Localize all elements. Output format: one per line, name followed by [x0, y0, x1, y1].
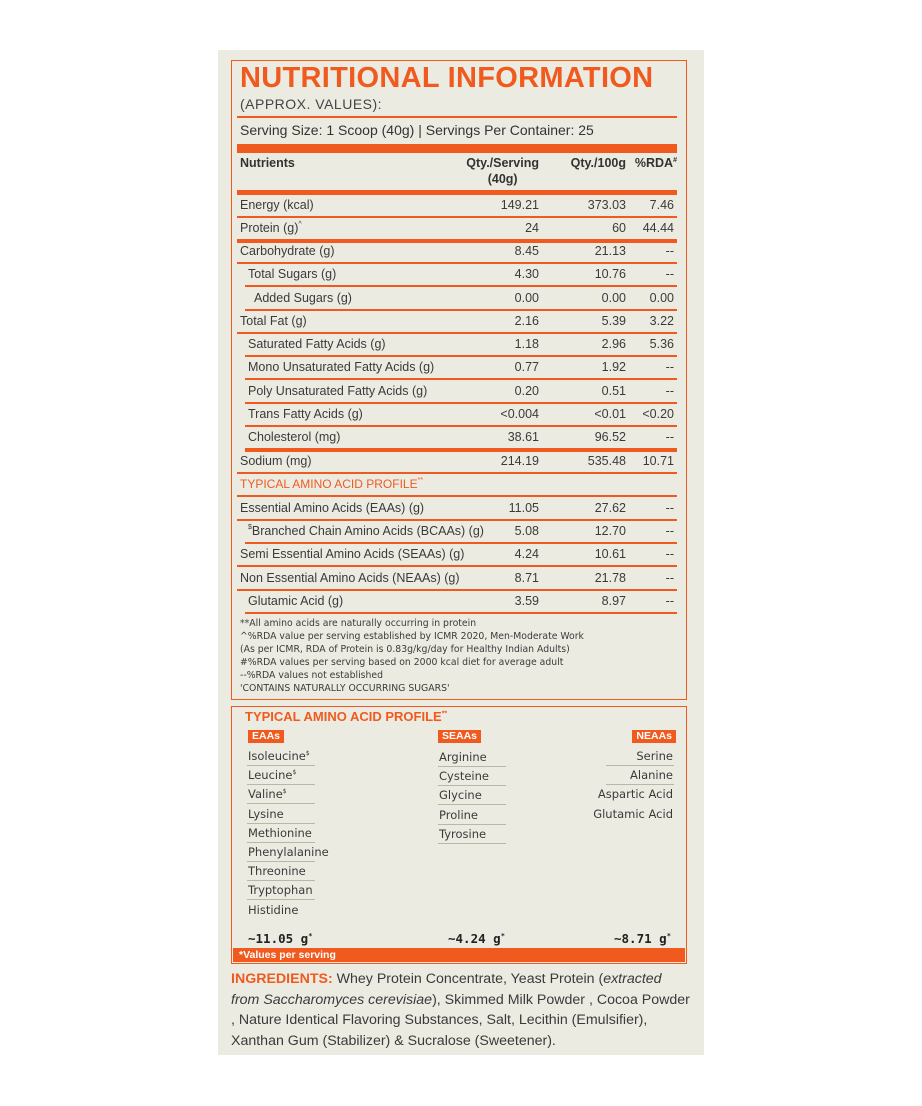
rda-value: 44.44	[642, 221, 674, 235]
nutrient-name: Protein (g)^	[240, 221, 302, 235]
footnote: 'CONTAINS NATURALLY OCCURRING SUGARS'	[240, 683, 450, 694]
rda-value: 3.22	[649, 314, 674, 328]
rda-value: --	[665, 524, 674, 538]
per-serving-value: 0.77	[514, 360, 539, 374]
per-100g-value: 60	[612, 221, 626, 235]
list-divider	[247, 842, 315, 843]
list-divider	[606, 765, 674, 766]
seaa-item: Glycine	[439, 788, 482, 803]
seaa-item: Arginine	[439, 750, 487, 764]
table-row	[237, 310, 677, 333]
rda-value: --	[665, 430, 674, 444]
nutrient-name: Added Sugars (g)	[254, 291, 352, 305]
seaas-tag: SEAAs	[438, 730, 481, 743]
ingredients-italic: extracted from Saccharomyces cerevisiae	[231, 971, 662, 1008]
per-serving-value: 149.21	[500, 198, 539, 212]
ingredients-text: Whey Protein Concentrate, Yeast Protein (	[332, 971, 604, 987]
per-100g-value: 5.39	[601, 314, 626, 328]
list-divider	[247, 880, 315, 881]
amino-profile-title: TYPICAL AMINO ACID PROFILE**	[245, 709, 448, 724]
list-divider	[438, 785, 506, 786]
seaa-item: Tyrosine	[439, 826, 487, 841]
neaa-item: Alanine	[630, 768, 673, 783]
per-serving-value: <0.004	[500, 407, 539, 421]
list-divider	[438, 804, 506, 805]
per-serving-value: 8.45	[514, 244, 539, 258]
table-row	[237, 497, 677, 520]
serving-info: Serving Size: 1 Scoop (40g) | Servings Per Container: 25	[240, 122, 594, 138]
neaa-item: Aspartic Acid	[597, 787, 673, 802]
per-serving-value: 4.24	[514, 547, 539, 561]
per-100g-value: 8.97	[601, 594, 626, 608]
list-divider	[247, 765, 315, 766]
list-divider	[247, 899, 315, 900]
divider-thick	[237, 144, 677, 153]
per-serving-value: 3.59	[514, 594, 539, 608]
header-per-100g: Qty./100g	[570, 156, 626, 170]
row-divider	[245, 612, 677, 614]
nutrient-name: Cholesterol (mg)	[248, 430, 341, 444]
per-100g-value: 21.13	[594, 244, 626, 258]
eaa-item: Leucine$	[248, 768, 297, 783]
footnote: (As per ICMR, RDA of Protein is 0.83g/kg/day for Healthy Indian Adults)	[240, 644, 570, 655]
rda-value: --	[665, 571, 674, 585]
header-rda: %RDA#	[634, 156, 677, 170]
per-100g-value: 10.76	[594, 267, 626, 281]
neaa-item: Glutamic Acid	[593, 806, 673, 821]
amino-name: Essential Amino Acids (EAAs) (g)	[240, 501, 425, 515]
eaa-item: Histidine	[248, 902, 299, 917]
rda-value: 5.36	[649, 337, 674, 351]
nutrient-name: Energy (kcal)	[240, 198, 314, 212]
rda-value: --	[665, 594, 674, 608]
table-row	[237, 520, 677, 543]
per-serving-value: 214.19	[500, 454, 539, 468]
eaa-item: Threonine	[248, 864, 306, 879]
page-title: NUTRITIONAL INFORMATION	[240, 62, 654, 94]
per-serving-value: 11.05	[508, 501, 539, 515]
per-100g-value: <0.01	[594, 407, 626, 421]
rda-value: 0.00	[649, 291, 674, 305]
per-serving-value: 38.61	[507, 430, 539, 444]
table-row	[237, 333, 677, 356]
table-row	[237, 543, 677, 566]
per-100g-value: 27.62	[594, 501, 626, 515]
divider	[237, 116, 677, 118]
neaas-total: ~8.71 g*	[614, 931, 671, 946]
nutrient-name: Trans Fatty Acids (g)	[248, 407, 363, 421]
seaas-total: ~4.24 g*	[448, 931, 505, 946]
nutrient-name: Carbohydrate (g)	[240, 244, 335, 258]
per-serving-value: 8.71	[514, 571, 539, 585]
seaa-item: Proline	[439, 807, 478, 822]
neaa-item: Serine	[636, 749, 673, 763]
per-100g-value: 12.70	[594, 524, 626, 538]
neaas-tag: NEAAs	[632, 730, 676, 743]
eaa-item: Phenylalanine	[248, 845, 329, 859]
nutrient-name: Sodium (mg)	[240, 454, 312, 468]
ingredients-label: INGREDIENTS:	[231, 971, 333, 987]
per-100g-value: 1.92	[601, 360, 626, 374]
list-divider	[247, 803, 315, 804]
amino-section-header: TYPICAL AMINO ACID PROFILE**	[240, 477, 424, 491]
table-row	[237, 194, 677, 217]
amino-name: $Branched Chain Amino Acids (BCAAs) (g)	[248, 524, 484, 538]
table-row	[237, 403, 677, 426]
eaas-total: ~11.05 g*	[248, 931, 313, 946]
amino-name: Semi Essential Amino Acids (SEAAs) (g)	[240, 547, 465, 561]
per-serving-value: 0.00	[514, 291, 539, 305]
table-row	[237, 590, 677, 613]
eaa-item: Tryptophan	[248, 883, 313, 898]
per-serving-value: 0.20	[514, 384, 539, 398]
rda-value: --	[665, 547, 674, 561]
amino-name: Glutamic Acid (g)	[248, 594, 344, 608]
ingredients-text: ), Skimmed Milk Powder , Cocoa Powder , Nature Identical Flavoring Substances, Salt, Lecithin (Emulsifier), Xanthan Gum (Stabilizer) & Sucralose (Sweetener).	[231, 991, 690, 1049]
per-serving-value: 4.30	[514, 267, 539, 281]
per-100g-value: 373.03	[587, 198, 626, 212]
list-divider	[247, 823, 315, 824]
eaa-item: Isoleucine$	[248, 749, 310, 763]
list-divider	[247, 784, 315, 785]
per-100g-value: 96.52	[594, 430, 626, 444]
rda-value: --	[665, 244, 674, 258]
eaa-item: Methionine	[248, 825, 312, 840]
table-row	[237, 356, 677, 379]
nutrient-name: Total Fat (g)	[240, 314, 307, 328]
subtitle: (APPROX. VALUES):	[240, 96, 383, 112]
per-100g-value: 535.48	[587, 454, 626, 468]
list-divider	[438, 843, 506, 844]
footnotes	[240, 617, 584, 695]
rda-value: --	[665, 384, 674, 398]
nutrient-name: Poly Unsaturated Fatty Acids (g)	[248, 384, 428, 398]
footnote: **All amino acids are naturally occurring in protein	[240, 618, 477, 629]
ingredients	[231, 969, 691, 1051]
header-nutrients: Nutrients	[240, 156, 295, 170]
per-100g-value: 2.96	[601, 337, 626, 351]
per-100g-value: 10.61	[594, 547, 626, 561]
footnote: #%RDA values per serving based on 2000 kcal diet for average adult	[240, 657, 564, 668]
header-per-serving: Qty./Serving (40g)	[466, 156, 539, 186]
per-serving-value: 2.16	[514, 314, 539, 328]
seaa-item: Cysteine	[439, 769, 489, 784]
list-divider	[438, 824, 506, 825]
rda-value: --	[665, 360, 674, 374]
amino-name: Non Essential Amino Acids (NEAAs) (g)	[240, 571, 460, 585]
rda-value: 7.46	[649, 198, 674, 212]
rda-value: 10.71	[642, 454, 674, 468]
rda-value: --	[665, 501, 674, 515]
table-row	[237, 426, 677, 449]
per-100g-value: 21.78	[594, 571, 626, 585]
values-per-serving-note: *Values per serving	[239, 949, 336, 961]
table-row	[237, 263, 677, 286]
table-row	[237, 380, 677, 403]
table-row	[237, 240, 677, 263]
per-100g-value: 0.51	[601, 384, 626, 398]
per-100g-value: 0.00	[601, 291, 626, 305]
per-serving-value: 24	[525, 221, 539, 235]
eaa-item: Valine$	[248, 787, 287, 802]
table-row	[237, 287, 677, 310]
per-serving-value: 5.08	[514, 524, 539, 538]
table-row	[237, 450, 677, 473]
table-row	[237, 567, 677, 590]
list-divider	[247, 861, 315, 862]
list-divider	[606, 784, 674, 785]
table-row	[237, 217, 677, 240]
eaas-tag: EAAs	[248, 730, 284, 743]
list-divider	[438, 766, 506, 767]
rda-value: <0.20	[642, 407, 674, 421]
footnote: --%RDA values not established	[240, 670, 384, 681]
rda-value: --	[665, 267, 674, 281]
nutrient-name: Mono Unsaturated Fatty Acids (g)	[248, 360, 435, 374]
nutrient-name: Total Sugars (g)	[248, 267, 337, 281]
nutrient-name: Saturated Fatty Acids (g)	[248, 337, 386, 351]
per-serving-value: 1.18	[514, 337, 539, 351]
footnote: ^%RDA value per serving established by ICMR 2020, Men-Moderate Work	[240, 631, 584, 642]
eaa-item: Lysine	[248, 806, 284, 821]
